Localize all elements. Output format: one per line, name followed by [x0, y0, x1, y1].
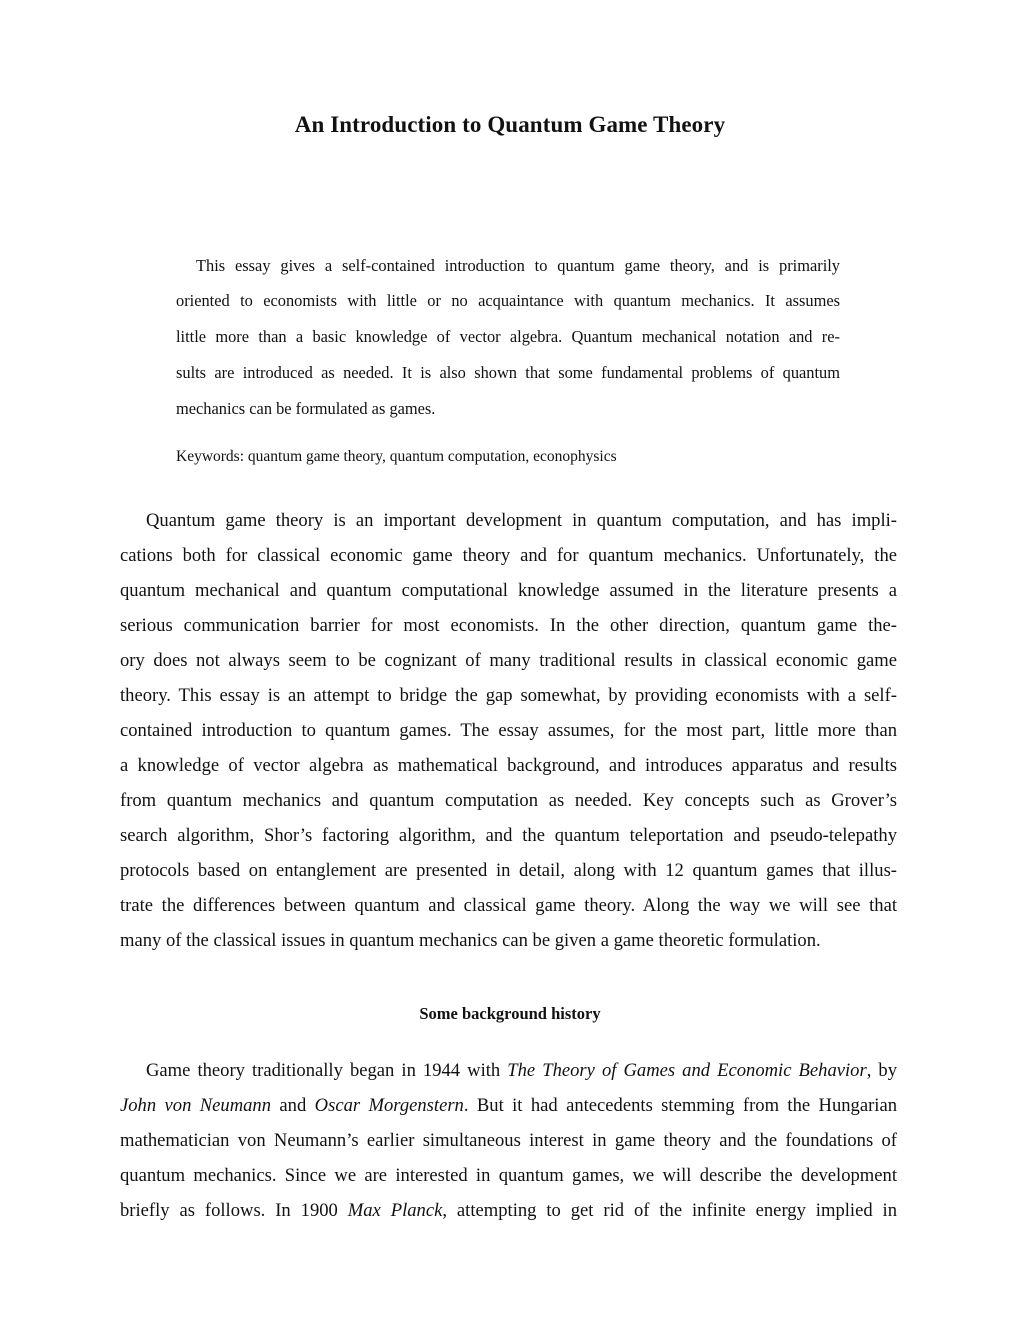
paragraph-line: [146, 1060, 897, 1082]
text: briefly as follows. In 1900: [120, 1200, 348, 1221]
paragraph-line: search algorithm, Shor’s factoring algorithm, and the quantum teleportation and pseudo-telepathy: [120, 825, 897, 846]
paragraph-line: trate the differences between quantum and classical game theory. Along the way we will see that: [120, 895, 897, 916]
text: , by: [866, 1060, 898, 1081]
author-name: John von Neumann: [120, 1095, 272, 1116]
text: , attempting to get rid of the infinite energy implied in: [442, 1200, 898, 1221]
paragraph-line: quantum mechanics. Since we are interested in quantum games, we will describe the development: [120, 1165, 897, 1186]
paragraph-line: a knowledge of vector algebra as mathematical background, and introduces apparatus and results: [120, 755, 897, 776]
document-title: An Introduction to Quantum Game Theory: [294, 112, 726, 137]
text: and: [271, 1095, 315, 1116]
abstract-line: sults are introduced as needed. It is also shown that some fundamental problems of quantum: [176, 363, 840, 382]
person-name: Max Planck: [347, 1200, 443, 1221]
text: . But it had antecedents stemming from the Hungarian: [463, 1095, 898, 1116]
abstract-line: This essay gives a self-contained introduction to quantum game theory, and is primarily: [196, 256, 840, 275]
paragraph-line: contained introduction to quantum games. The essay assumes, for the most part, little more than: [120, 720, 897, 741]
section-heading: Some background history: [419, 1004, 601, 1023]
book-title: The Theory of Games and Economic Behavior: [507, 1060, 867, 1081]
abstract-line: mechanics can be formulated as games.: [176, 399, 436, 418]
paragraph-line: ory does not always seem to be cognizant of many traditional results in classical economic game: [120, 650, 897, 671]
paragraph-line: quantum mechanical and quantum computational knowledge assumed in the literature presents a: [120, 580, 897, 601]
paragraph-line: serious communication barrier for most economists. In the other direction, quantum game the-: [120, 615, 897, 636]
paragraph-line: many of the classical issues in quantum mechanics can be given a game theoretic formulation.: [120, 930, 821, 951]
paragraph-line: [120, 1095, 897, 1117]
paragraph-line: Quantum game theory is an important development in quantum computation, and has impli-: [146, 510, 897, 531]
keywords: Keywords: quantum game theory, quantum computation, econophysics: [176, 448, 617, 465]
paragraph-line: mathematician von Neumann’s earlier simultaneous interest in game theory and the foundations of: [120, 1130, 897, 1151]
paragraph-line: theory. This essay is an attempt to bridge the gap somewhat, by providing economists with a self-: [120, 685, 897, 706]
abstract-line: oriented to economists with little or no acquaintance with quantum mechanics. It assumes: [176, 291, 840, 310]
author-name: Oscar Morgenstern: [314, 1095, 464, 1116]
paragraph-line: protocols based on entanglement are presented in detail, along with 12 quantum games that illus-: [120, 860, 897, 881]
text: Game theory traditionally began in 1944 with: [146, 1060, 508, 1081]
paragraph-line: from quantum mechanics and quantum computation as needed. Key concepts such as Grover’s: [120, 790, 897, 811]
paragraph-line: cations both for classical economic game theory and for quantum mechanics. Unfortunately, the: [120, 545, 897, 566]
abstract-line: little more than a basic knowledge of vector algebra. Quantum mechanical notation and re-: [176, 327, 840, 346]
paragraph-line: [120, 1200, 897, 1222]
